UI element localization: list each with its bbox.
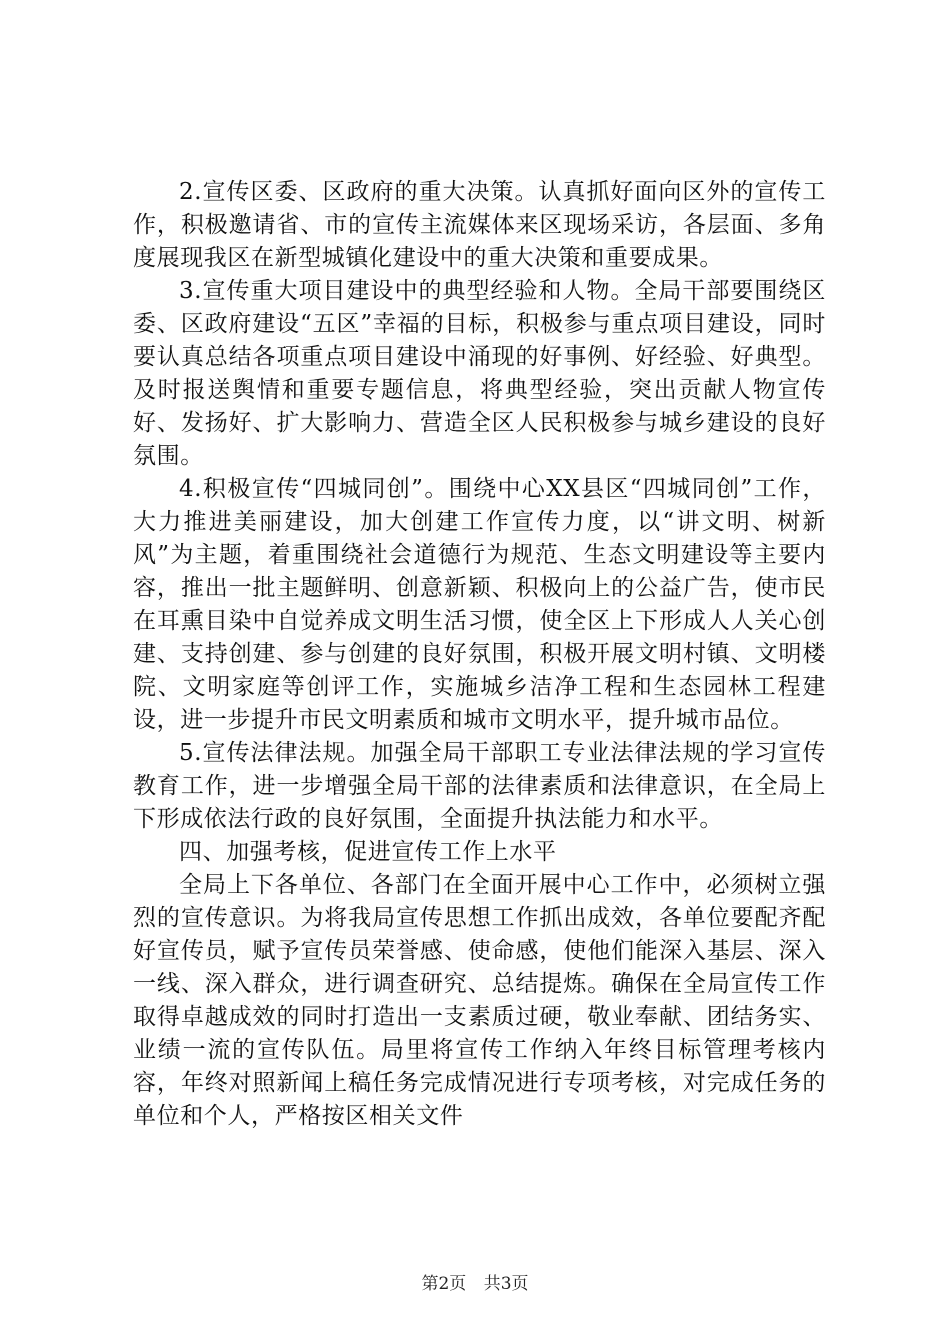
paragraph-item-3: 3.宣传重大项目建设中的典型经验和人物。全局干部要围绕区委、区政府建设“五区”幸福的目标，积极参与重点项目建设，同时要认真总结各项重点项目建设中涌现的好事例、好经验、好典型。及时报送舆情和重要专题信息，将典型经验，突出贡献人物宣传好、发扬好、扩大影响力、营造全区人民积极参与城乡建设的良好氛围。 — [133, 278, 826, 469]
page-footer — [0, 1273, 950, 1295]
paragraph-item-2: 2.宣传区委、区政府的重大决策。认真抓好面向区外的宣传工作，积极邀请省、市的宣传主流媒体来区现场采访，各层面、多角度展现我区在新型城镇化建设中的重大决策和重要成果。 — [133, 179, 826, 271]
section-heading-4: 四、加强考核，促进宣传工作上水平 — [179, 839, 557, 865]
paragraph-assessment: 全局上下各单位、各部门在全面开展中心工作中，必须树立强烈的宣传意识。为将我局宣传思想工作抓出成效，各单位要配齐配好宣传员，赋予宣传员荣誉感、使命感，使他们能深入基层、深入一线、深入群众，进行调查研究、总结提炼。确保在全局宣传工作取得卓越成效的同时打造出一支素质过硬，敬业奉献、团结务实、业绩一流的宣传队伍。局里将宣传工作纳入年终目标管理考核内容，年终对照新闻上稿任务完成情况进行专项考核，对完成任务的单位和个人，严格按区相关文件 — [133, 872, 826, 1129]
page-total: 共3页 — [483, 1274, 529, 1294]
paragraph-item-5: 5.宣传法律法规。加强全局干部职工专业法律法规的学习宣传教育工作，进一步增强全局干部的法律素质和法律意识，在全局上下形成依法行政的良好氛围，全面提升执法能力和水平。 — [133, 740, 826, 832]
paragraph-item-4: 4.积极宣传“四城同创”。围绕中心XX县区“四城同创”工作，大力推进美丽建设，加大创建工作宣传力度，以“讲文明、树新风”为主题，着重围绕社会道德行为规范、生态文明建设等主要内容，推出一批主题鲜明、创意新颖、积极向上的公益广告，使市民在耳熏目染中自觉养成文明生活习惯，使全区上下形成人人关心创建、支持创建、参与创建的良好氛围，积极开展文明村镇、文明楼院、文明家庭等创评工作，实施城乡洁净工程和生态园林工程建设，进一步提升市民文明素质和城市文明水平，提升城市品位。 — [133, 476, 826, 733]
document-body — [133, 176, 826, 1133]
page-number: 第2页 — [421, 1274, 467, 1294]
